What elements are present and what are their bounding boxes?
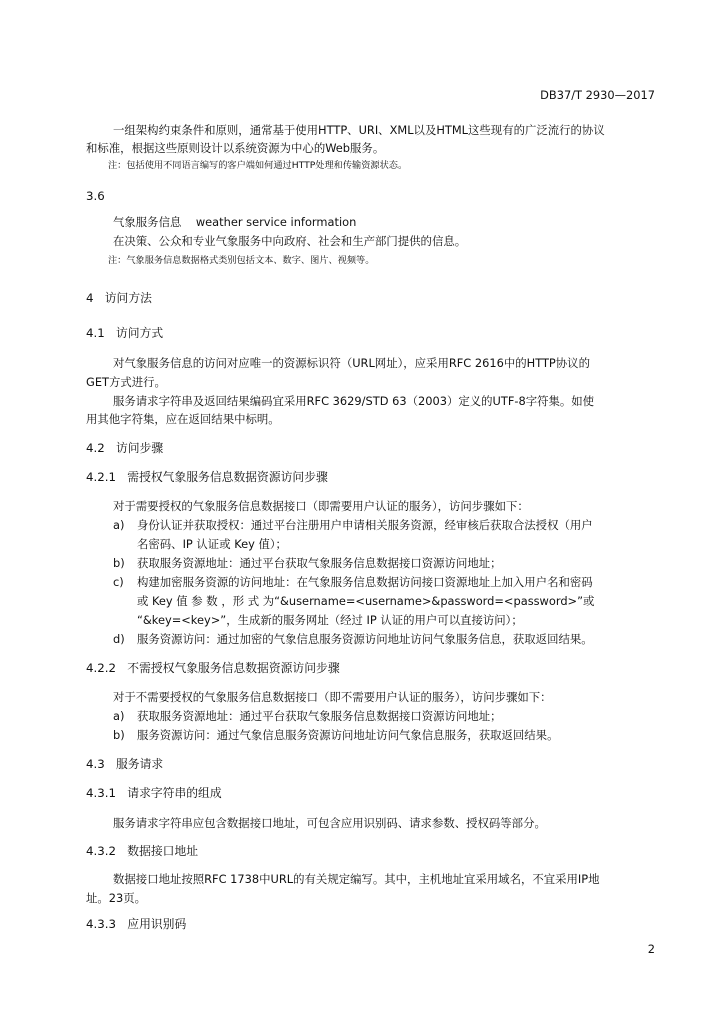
section-4-3-title: 4.3 服务请求 (86, 757, 164, 771)
section-4-2-1-title: 4.2.1 需授权气象服务信息数据资源访问步骤 (86, 470, 328, 484)
page-number: 2 (647, 942, 655, 956)
term-entry: 气象服务信息 weather service information (113, 215, 357, 229)
section-4-3-3-title: 4.3.3 应用识别码 (86, 917, 187, 931)
section-4-2-title: 4.2 访问步骤 (86, 441, 164, 455)
paragraph-line: GET方式进行。 (86, 375, 166, 389)
list-marker: c) (113, 575, 124, 589)
section-4-2-2-title: 4.2.2 不需授权气象服务信息数据资源访问步骤 (86, 661, 340, 675)
section-3-6-number: 3.6 (86, 189, 105, 203)
list-intro: 对于不需要授权的气象服务信息数据接口（即不需要用户认证的服务），访问步骤如下： (113, 690, 552, 704)
section-4-1-title: 4.1 访问方式 (86, 326, 164, 340)
intro-paragraph-line: 和标准，根据这些原则设计以系统资源为中心的Web服务。 (86, 141, 385, 155)
section-4-title: 4 访问方法 (86, 291, 152, 305)
list-marker: b) (113, 728, 125, 742)
paragraph-line: 数据接口地址按照RFC 1738中URL的有关规定编写。其中，主机地址宜采用域名，不宜采用IP地 (113, 872, 600, 886)
list-marker: d) (113, 632, 125, 646)
list-item-line: 服务资源访问：通过气象信息服务资源访问地址访问气象信息服务，获取返回结果。 (137, 728, 559, 742)
list-item-line: 身份认证并获取授权：通过平台注册用户申请相关服务资源，经审核后获取合法授权（用户 (137, 518, 593, 532)
list-marker: a) (113, 518, 125, 532)
intro-note: 注：包括使用不同语言编写的客户端如何通过HTTP处理和传输资源状态。 (108, 160, 408, 171)
term-note: 注：气象服务信息数据格式类别包括文本、数字、图片、视频等。 (108, 255, 375, 266)
list-item-line: “&key=<key>”，生成新的服务网址（经过 IP 认证的用户可以直接访问）； (137, 613, 523, 627)
intro-paragraph-line: 一组架构约束条件和原则，通常基于使用HTTP、URI、XML以及HTML这些现有的广泛流行的协议 (113, 123, 605, 137)
list-marker: b) (113, 556, 125, 570)
section-4-3-1-title: 4.3.1 请求字符串的组成 (86, 786, 222, 800)
list-item-line: 构建加密服务资源的访问地址：在气象服务信息数据访问接口资源地址上加入用户名和密码 (137, 575, 593, 589)
list-intro: 对于需要授权的气象服务信息数据接口（即需要用户认证的服务），访问步骤如下： (113, 499, 529, 513)
list-item-line: 服务资源访问：通过加密的气象信息服务资源访问地址访问气象服务信息，获取返回结果。 (137, 632, 593, 646)
paragraph-line: 用其他字符集，应在返回结果中标明。 (86, 412, 280, 426)
list-item-line: 获取服务资源地址：通过平台获取气象服务信息数据接口资源访问地址； (137, 556, 502, 570)
list-marker: a) (113, 709, 125, 723)
list-item-line: 获取服务资源地址：通过平台获取气象服务信息数据接口资源访问地址； (137, 709, 502, 723)
section-4-3-2-title: 4.3.2 数据接口地址 (86, 844, 199, 858)
paragraph-line: 服务请求字符串及返回结果编码宜采用RFC 3629/STD 63（2003）定义的UTF-8字符集。如使 (113, 394, 595, 408)
list-item-line: 或 Key 值 参 数 ，形 式 为“&username=<username>&password=<password>”或 (137, 594, 595, 608)
list-item-line: 名密码、IP 认证或 Key 值）； (137, 537, 287, 551)
paragraph-line: 对气象服务信息的访问对应唯一的资源标识符（URL网址），应采用RFC 2616中的HTTP协议的 (113, 356, 590, 370)
term-definition: 在决策、公众和专业气象服务中向政府、社会和生产部门提供的信息。 (113, 234, 467, 248)
paragraph-line: 址。23页。 (86, 891, 147, 905)
document-number: DB37/T 2930—2017 (540, 88, 655, 102)
paragraph-line: 服务请求字符串应包含数据接口地址，可包含应用识别码、请求参数、授权码等部分。 (113, 816, 546, 830)
